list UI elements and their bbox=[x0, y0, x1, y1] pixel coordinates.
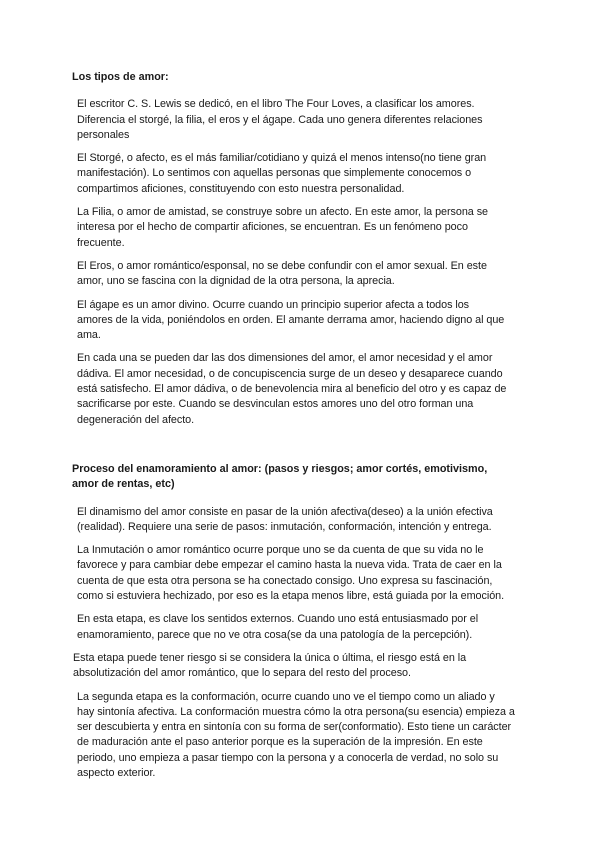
text-line: interesa por el hecho de compartir aficiones, se encuentran. Es un fenómeno poco bbox=[77, 221, 468, 234]
section-title-tipos-de-amor: Los tipos de amor: bbox=[72, 71, 169, 83]
paragraph-dinamismo bbox=[72, 505, 534, 536]
text-line: como si estuviera hechizado, por eso es la etapa menos libre, está guiada por la emoción. bbox=[77, 590, 505, 603]
text-line: El escritor C. S. Lewis se dedicó, en el libro The Four Loves, a clasificar los amores. bbox=[77, 98, 475, 111]
text-line: La Inmutación o amor romántico ocurre porque uno se da cuenta de que su vida no le bbox=[77, 544, 484, 557]
text-line: enamoramiento, parece que no ve otra cosa(se da una patología de la percepción). bbox=[77, 628, 473, 641]
text-line: Diferencia el storgé, la filia, el eros y el ágape. Cada uno genera diferentes relaciones bbox=[77, 113, 483, 126]
text-line: cuenta de que esta otra persona se ha conectado consigo. Uno expresa su fascinación, bbox=[77, 574, 493, 587]
text-line: absolutización del amor romántico, que lo separa del resto del proceso. bbox=[73, 667, 411, 680]
text-line: (realidad). Requiere una serie de pasos: inmutación, conformación, intención y entrega. bbox=[77, 520, 492, 533]
text-line: aspecto exterior. bbox=[77, 766, 156, 779]
text-line: ama. bbox=[77, 329, 101, 342]
paragraph-sentidos bbox=[72, 612, 534, 643]
title-line: Proceso del enamoramiento al amor: (pasos y riesgos; amor cortés, emotivismo, bbox=[72, 462, 488, 475]
text-line: La Filia, o amor de amistad, se construye sobre un afecto. En este amor, la persona se bbox=[77, 206, 489, 219]
text-line: La segunda etapa es la conformación, ocurre cuando uno ve el tiempo como un aliado y bbox=[77, 690, 495, 703]
text-line: amor, uno se fascina con la dignidad de la otra persona, la aprecia. bbox=[77, 275, 395, 288]
text-line: El Eros, o amor romántico/esponsal, no se debe confundir con el amor sexual. En este bbox=[77, 259, 487, 272]
text-line: personales bbox=[77, 128, 130, 141]
text-line: El Storgé, o afecto, es el más familiar/cotidiano y quizá el menos intenso(no tiene gran bbox=[77, 152, 487, 165]
document-page bbox=[72, 70, 534, 781]
text-line: compartimos aficiones, constituyendo con esto nuestra personalidad. bbox=[77, 182, 405, 195]
paragraph-eros bbox=[72, 259, 534, 290]
text-line: hay sintonía afectiva. La conformación muestra cómo la otra persona(su esencia) empieza a bbox=[77, 705, 515, 718]
paragraph-dimensiones bbox=[72, 351, 534, 427]
paragraph-conformacion bbox=[72, 690, 534, 782]
text-line: En esta etapa, es clave los sentidos externos. Cuando uno está entusiasmado por el bbox=[77, 613, 479, 626]
paragraph-filia bbox=[72, 205, 534, 251]
text-line: periodo, uno empieza a pasar tiempo con la persona y a conocerla de verdad, no solo su bbox=[77, 751, 499, 764]
section-title-proceso bbox=[72, 462, 534, 493]
text-line: dádiva. El amor necesidad, o de concupiscencia surge de un deseo y desaparece cuando bbox=[77, 367, 503, 380]
text-line: sacrificarse por este. Cuando se desvinculan estos amores uno del otro forman una bbox=[77, 398, 474, 411]
paragraph-agape bbox=[72, 298, 534, 344]
text-line: ser descubierta y entra en sintonía con su forma de ser(conformatio). Esto tiene un carácter bbox=[77, 721, 512, 734]
text-line: El dinamismo del amor consiste en pasar de la unión afectiva(deseo) a la unión efectiva bbox=[77, 505, 493, 518]
text-line: El ágape es un amor divino. Ocurre cuando un principio superior afecta a todos los bbox=[77, 298, 470, 311]
text-line: amores de la vida, poniéndolos en orden. El amante derrama amor, haciendo digno al que bbox=[77, 313, 505, 326]
text-line: Esta etapa puede tener riesgo si se considera la única o última, el riesgo está en la bbox=[73, 651, 467, 664]
text-line: degeneración del afecto. bbox=[77, 413, 195, 426]
text-line: de maduración ante el paso anterior porque es la superación de la impresión. En este bbox=[77, 736, 483, 749]
paragraph-inmutacion bbox=[72, 543, 534, 604]
section-spacer bbox=[72, 428, 534, 462]
text-line: favorece y para cambiar debe empezar el camino hasta la nueva vida. Trata de caer en la bbox=[77, 559, 502, 572]
text-line: En cada una se pueden dar las dos dimensiones del amor, el amor necesidad y el amor bbox=[77, 352, 493, 365]
text-line: está satisfecho. El amor dádiva, o de benevolencia mira al beneficio del otro y es capaz de bbox=[77, 383, 507, 396]
text-line: manifestación). Lo sentimos con aquellas personas que simplemente conocemos o bbox=[77, 167, 472, 180]
paragraph-riesgo bbox=[72, 651, 534, 682]
paragraph-storge bbox=[72, 151, 534, 197]
paragraph-lewis bbox=[72, 97, 534, 143]
title-line: amor de rentas, etc) bbox=[72, 478, 175, 491]
text-line: frecuente. bbox=[77, 236, 125, 249]
